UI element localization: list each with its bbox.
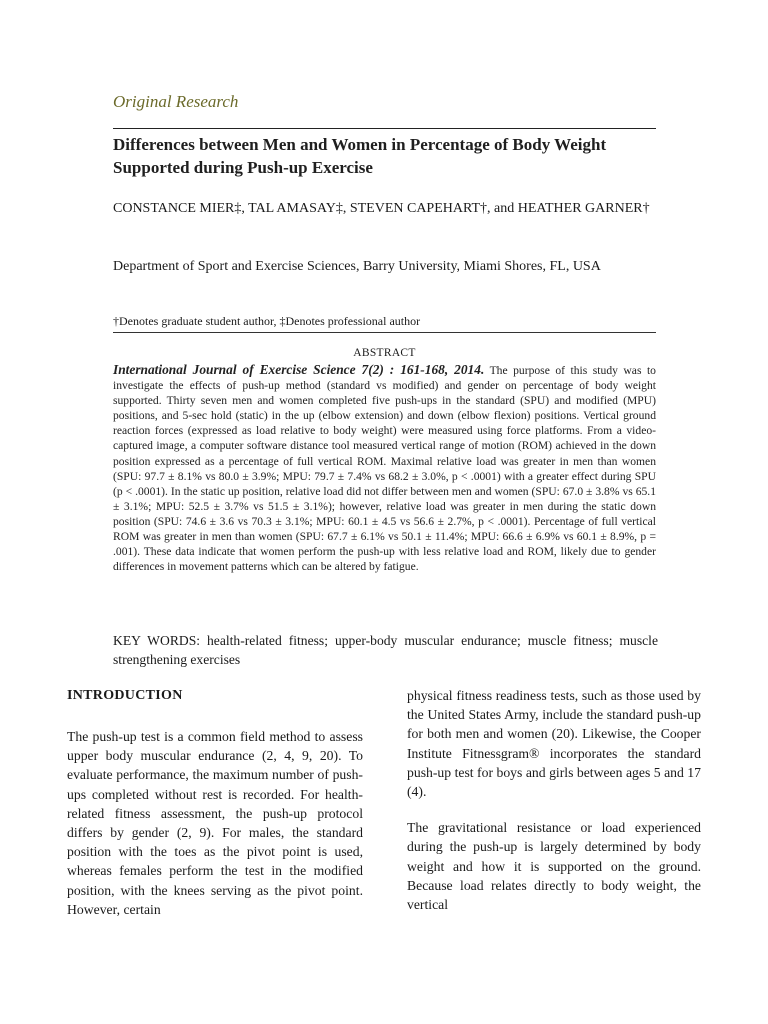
introduction-paragraph: The push-up test is a common field method to assess upper body muscular endurance (2, 4, 9, 20). To evaluate performance, the maximum number of push-ups completed without rest is recorded. For health-related fitness assessment, the push-up protocol differs by gender (2, 9). For males, the standard position with the toes as the pivot point is used, whereas females perform the test in the modified position, with the knees serving as the pivot point. However, certain <box>67 729 363 917</box>
abstract-body <box>113 362 656 574</box>
article-title: Differences between Men and Women in Percentage of Body Weight Supported during Push-up Exercise <box>113 135 607 177</box>
title-divider <box>113 128 656 129</box>
affiliation: Department of Sport and Exercise Sciences, Barry University, Miami Shores, FL, USA <box>113 259 601 274</box>
introduction-paragraph-load: The gravitational resistance or load experienced during the push-up is largely determined by body weight and how it is supported on the ground. Because load relates directly to body weight, the vertical <box>407 820 701 913</box>
abstract-divider <box>113 332 656 333</box>
journal-citation: International Journal of Exercise Science 7(2) : 161-168, 2014. <box>113 362 485 377</box>
keywords: KEY WORDS: health-related fitness; upper-body muscular endurance; muscle fitness; muscle strengthening exercises <box>113 633 658 667</box>
introduction-heading: INTRODUCTION <box>67 688 183 703</box>
author-list: CONSTANCE MIER‡, TAL AMASAY‡, STEVEN CAPEHART†, and HEATHER GARNER† <box>113 201 650 216</box>
right-column <box>407 686 701 914</box>
introduction-paragraph-continued: physical fitness readiness tests, such as those used by the United States Army, include the standard push-up for both men and women (20). Likewise, the Cooper Institute Fitnessgram® incorporates the standard push-up test for boys and girls between ages 5 and 17 (4). <box>407 688 701 800</box>
section-label: Original Research <box>113 92 239 111</box>
author-note: †Denotes graduate student author, ‡Denotes professional author <box>113 314 421 328</box>
abstract-heading: ABSTRACT <box>353 347 416 359</box>
left-column <box>67 686 363 919</box>
abstract-text: The purpose of this study was to investigate the effects of push-up method (standard vs modified) and gender on percentage of body weight supported. Thirty seven men and women completed five push-ups in the standard (SPU) and modified (MPU) positions, and 5-sec hold (static) in the up (elbow extension) and down (elbow flexion) positions. Vertical ground reaction forces (expressed as load relative to body weight) were measured using force platforms. From a video-captured image, a computer software distance tool measured vertical range of motion (ROM) achieved in the down position expressed as a percentage of full vertical ROM. Maximal relative load was greater in men than women (SPU: 97.7 ± 8.1% vs 80.0 ± 3.9%; MPU: 79.7 ± 7.4% vs 68.2 ± 3.0%, p < .0001) with a greater effect during SPU (p < .0001). In the static up position, relative load did not differ between men and women (SPU: 67.0 ± 3.8% vs 65.1 ± 3.1%; MPU: 52.5 ± 3.7% vs 51.5 ± 3.1%); however, relative load was greater in men during the static down position (SPU: 74.6 ± 3.6 vs 70.3 ± 3.1%; MPU: 60.1 ± 4.5 vs 56.6 ± 2.7%, p < .0001). Percentage of full vertical ROM was greater in men than women (SPU: 67.7 ± 6.1% vs 50.1 ± 11.4%; MPU: 66.6 ± 6.9% vs 60.1 ± 8.9%, p = .001). These data indicate that women perform the push-up with less relative load and ROM, likely due to gender differences in movement patterns which can be altered by fatigue. <box>113 364 656 574</box>
